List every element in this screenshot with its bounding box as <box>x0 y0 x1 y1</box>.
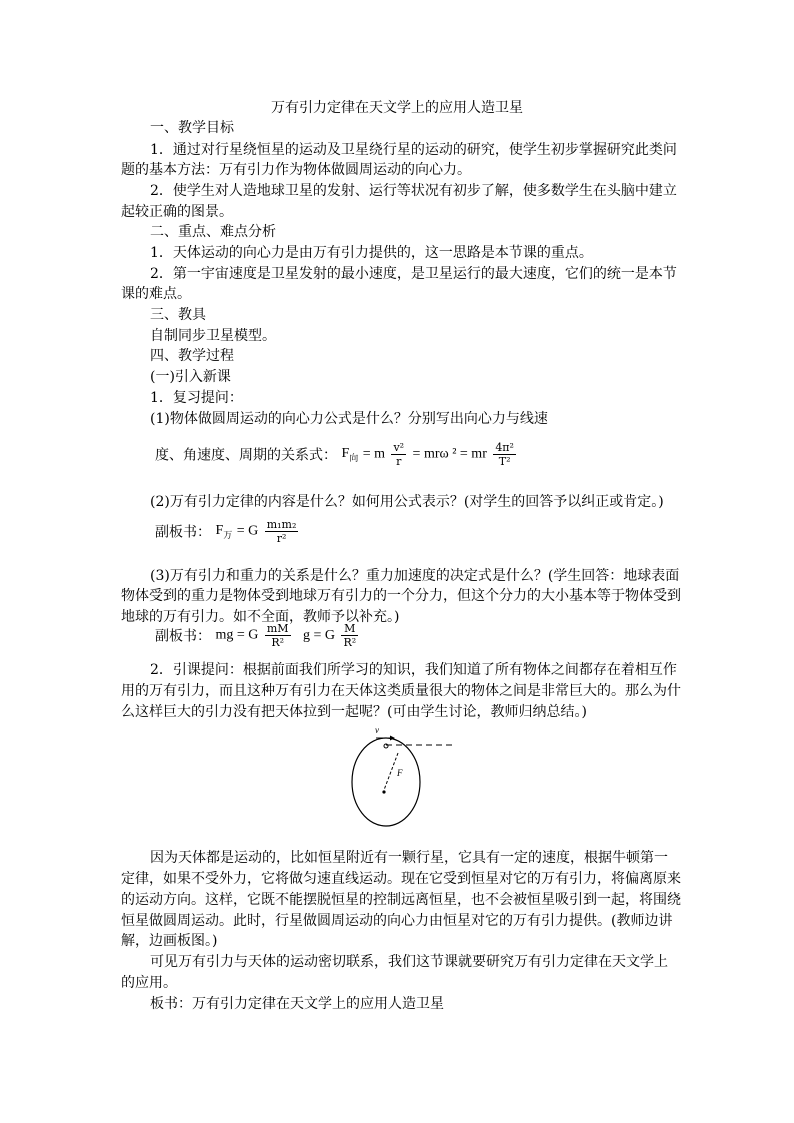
orbit-diagram <box>340 722 470 834</box>
paragraph-line: 么这样巨大的引力没有把天体拉到一起呢？(可由学生讨论，教师归纳总结。) <box>121 704 587 720</box>
formula-equals: = m <box>362 446 386 462</box>
force-label: F <box>397 768 403 778</box>
paragraph-line: 2．使学生对人造地球卫星的发射、运行等状况有初步了解，使多数学生在头脑中建立 <box>150 183 677 199</box>
board-writing-line: 板书：万有引力定律在天文学上的应用人造卫星 <box>150 996 444 1012</box>
paragraph-line: 的应用。 <box>121 975 177 991</box>
centripetal-force-formula <box>155 441 518 468</box>
gravitation-formula <box>155 518 300 545</box>
formula-label: 副板书： <box>155 628 211 645</box>
paragraph-line: 2．第一宇宙速度是卫星发射的最小速度，是卫星运行的最大速度，它们的统一是本节 <box>150 266 677 282</box>
fraction: $\frac{\text{m₁m₂}}{\text{r²}}$ <box>266 518 297 545</box>
formula-label: 度、角速度、周期的关系式： <box>155 447 337 464</box>
formula-equals: mg = G <box>215 627 259 643</box>
section-heading-process: 四、教学过程 <box>150 348 234 364</box>
formula-symbol: $F_万$ <box>215 522 233 540</box>
paragraph-line: (3)万有引力和重力的关系是什么？重力加速度的决定式是什么？(学生回答：地球表面 <box>150 568 680 584</box>
fraction: $\frac{\text{v²}}{r}$ <box>393 441 405 468</box>
paragraph-line: 解，边画板图。) <box>121 933 218 949</box>
paragraph-line: (1)物体做圆周运动的向心力公式是什么？分别写出向心力与线速 <box>150 411 548 427</box>
fraction: $\frac{M}{\text{R²}}$ <box>343 622 357 649</box>
formula-label: 副板书： <box>155 524 211 541</box>
paragraph-line: 自制同步卫星模型。 <box>150 328 276 344</box>
paragraph-line: 用的万有引力，而且这种万有引力在天体这类质量很大的物体之间是非常巨大的。那么为什 <box>121 683 681 699</box>
paragraph-line: (2)万有引力定律的内容是什么？如何用公式表示？(对学生的回答予以纠正或肯定。) <box>150 494 664 510</box>
paragraph-line: 1．天体运动的向心力是由万有引力提供的，这一思路是本节课的重点。 <box>150 245 593 261</box>
paragraph-line: 1．复习提问： <box>150 390 243 406</box>
paragraph-line: 恒星做圆周运动。此时，行星做圆周运动的向心力由恒星对它的万有引力提供。(教师边讲 <box>121 913 673 929</box>
paragraph-line: 起较正确的图景。 <box>121 204 233 220</box>
formula-symbol: $F_向$ <box>341 445 359 463</box>
fraction: $\frac{mM}{\text{R²}}$ <box>266 622 289 649</box>
subsection-heading: (一)引入新课 <box>150 369 231 385</box>
paragraph-line: 可见万有引力与天体的运动密切联系，我们这节课就要研究万有引力定律在天文学上 <box>150 954 668 970</box>
paragraph-line: 定律，如果不受外力，它将做匀速直线运动。现在它受到恒星对它的万有引力，将偏离原来 <box>121 871 681 887</box>
fraction: $\frac{\text{4π²}}{\text{T²}}$ <box>495 441 514 468</box>
paragraph-line: 的运动方向。这样，它既不能摆脱恒星的控制远离恒星，也不会被恒星吸引到一起，将围绕 <box>121 892 681 908</box>
formula-equals: = G <box>236 523 259 539</box>
section-heading-objectives: 一、教学目标 <box>150 120 234 136</box>
paragraph-line: 题的基本方法：万有引力作为物体做圆周运动的向心力。 <box>121 162 471 178</box>
star-center-dot <box>382 790 385 793</box>
document-title: 万有引力定律在天文学上的应用人造卫星 <box>271 100 523 116</box>
orbit-circle <box>352 738 420 826</box>
formula-equals: g = G <box>302 627 335 643</box>
section-heading-key-points: 二、重点、难点分析 <box>150 224 276 240</box>
velocity-label: v <box>375 725 379 735</box>
section-heading-teaching-aids: 三、教具 <box>150 307 206 323</box>
paragraph-line: 地球的万有引力。如不全面，教师予以补充。) <box>121 609 400 625</box>
paragraph-line: 因为天体都是运动的，比如恒星附近有一颗行星，它具有一定的速度，根据牛顿第一 <box>150 850 668 866</box>
force-line <box>384 753 398 790</box>
paragraph-line: 课的难点。 <box>121 286 191 302</box>
paragraph-line: 2．引课提问：根据前面我们所学习的知识，我们知道了所有物体之间都存在着相互作 <box>150 662 677 678</box>
paragraph-line: 物体受到的重力是物体受到地球万有引力的一个分力，但这个分力的大小基本等于物体受到 <box>121 588 681 604</box>
formula-equals: = mrω ² = mr <box>412 446 487 462</box>
paragraph-line: 1．通过对行星绕恒星的运动及卫星绕行星的运动的研究，使学生初步掌握研究此类问 <box>150 142 677 158</box>
gravity-acceleration-formula <box>155 622 360 649</box>
